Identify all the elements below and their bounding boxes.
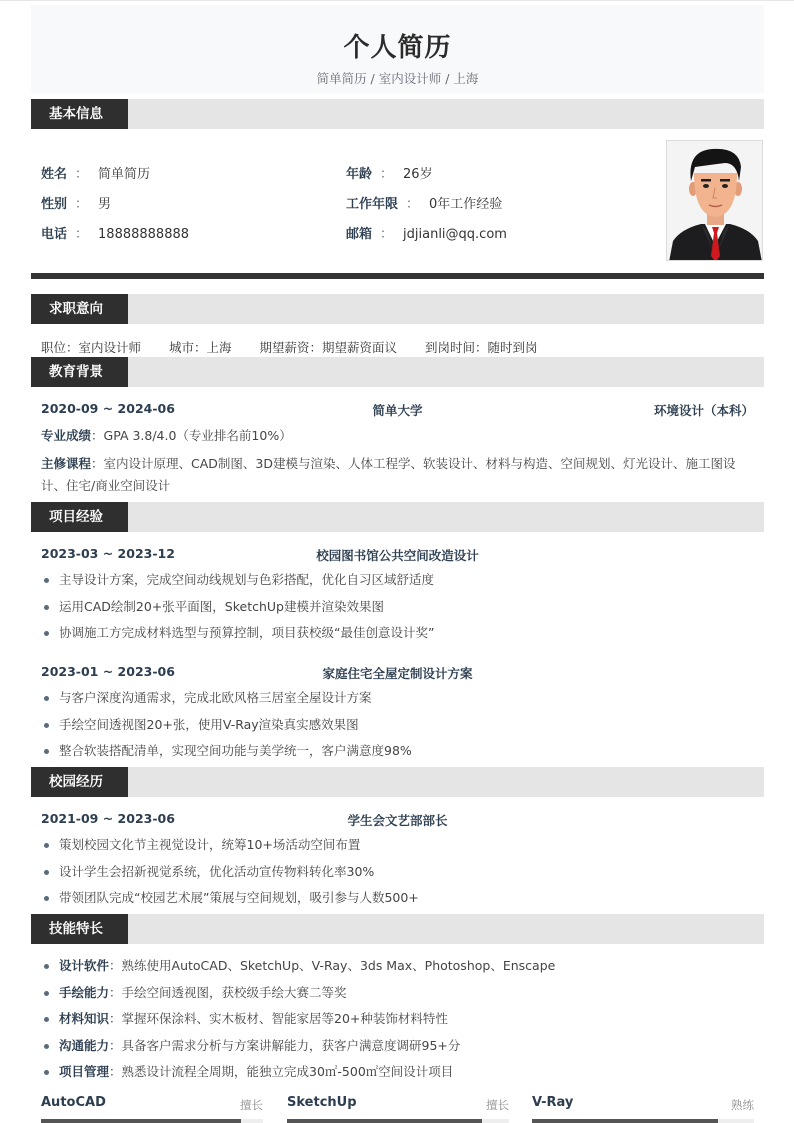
list-item: 项目管理：熟悉设计流程全周期，能独立完成30㎡-500㎡空间设计项目 xyxy=(41,1062,756,1089)
divider xyxy=(31,273,764,279)
list-item: 整合软装搭配清单，实现空间功能与美学统一，客户满意度98% xyxy=(41,741,756,768)
skill-fill xyxy=(532,1119,718,1123)
list-item: 设计软件：熟练使用AutoCAD、SketchUp、V-Ray、3ds Max、Photoshop、Enscape xyxy=(41,956,756,983)
info-value: 0年工作经验 xyxy=(429,197,503,212)
skill-fill xyxy=(287,1119,482,1123)
info-age: 年龄 ： 26岁 xyxy=(346,167,433,182)
portrait-illustration-icon xyxy=(667,141,763,261)
list-item: 策划校园文化节主视觉设计，统筹10+场活动空间布置 xyxy=(41,835,756,862)
info-label: 性别 xyxy=(41,197,68,212)
intent-arrival: 到岗时间：随时到岗 xyxy=(425,340,538,355)
project-bullets xyxy=(41,570,756,650)
skill-track xyxy=(41,1119,263,1123)
info-phone: 电话 ： 18888888888 xyxy=(41,227,190,242)
section-title: 教育背景 xyxy=(31,357,128,387)
section-title: 项目经验 xyxy=(31,502,128,532)
info-gender: 性别 ： 男 xyxy=(41,197,112,212)
section-header-campus xyxy=(31,767,764,797)
skill-level: 擅长 xyxy=(486,1098,509,1112)
page-title: 个人简历 xyxy=(343,33,452,63)
intent-position: 职位：室内设计师 xyxy=(41,340,142,355)
info-label: 电话 xyxy=(41,227,68,242)
education-gpa: 专业成绩：GPA 3.8/4.0（专业排名前10%） xyxy=(41,428,292,443)
campus-bullets xyxy=(41,835,756,915)
skills-list xyxy=(41,956,756,1089)
section-header-education xyxy=(31,357,764,387)
intent-salary: 期望薪资：期望薪资面议 xyxy=(259,340,398,355)
skill-track xyxy=(532,1119,754,1123)
education-period: 2020-09 ~ 2024-06 xyxy=(41,401,175,416)
section-title: 求职意向 xyxy=(31,294,128,324)
section-title: 校园经历 xyxy=(31,767,128,797)
info-value: 26岁 xyxy=(403,167,433,182)
skill-name: SketchUp xyxy=(287,1095,357,1110)
avatar-photo xyxy=(666,140,763,261)
skill-level: 熟练 xyxy=(731,1098,754,1112)
campus-period: 2021-09 ~ 2023-06 xyxy=(41,811,175,826)
list-item: 手绘空间透视图20+张，使用V-Ray渲染真实感效果图 xyxy=(41,715,756,742)
section-header-job-intent xyxy=(31,294,764,324)
project-title: 家庭住宅全屋定制设计方案 xyxy=(322,666,473,681)
list-item: 与客户深度沟通需求，完成北欧风格三居室全屋设计方案 xyxy=(41,688,756,715)
project-row xyxy=(41,546,754,564)
section-header-projects xyxy=(31,502,764,532)
info-name: 姓名 ： 简单简历 xyxy=(41,167,151,182)
info-label: 工作年限 xyxy=(346,197,399,212)
education-school: 简单大学 xyxy=(372,403,423,418)
section-title: 基本信息 xyxy=(31,99,128,129)
page-subtitle: 简单简历 / 室内设计师 / 上海 xyxy=(316,71,479,86)
campus-title: 学生会文艺部部长 xyxy=(347,813,448,828)
info-value: 简单简历 xyxy=(98,167,151,182)
skill-name: V-Ray xyxy=(532,1095,574,1110)
project-period: 2023-01 ~ 2023-06 xyxy=(41,664,175,679)
info-value: 18888888888 xyxy=(98,227,190,242)
education-courses: 主修课程：室内设计原理、CAD制图、3D建模与渲染、人体工程学、软装设计、材料与构造、空间规划、灯光设计、施工图设计、住宅/商业空间设计 xyxy=(41,456,736,493)
list-item: 设计学生会招新视觉系统，优化活动宣传物料转化率30% xyxy=(41,862,756,889)
list-item: 带领团队完成“校园艺术展”策展与空间规划，吸引参与人数500+ xyxy=(41,888,756,915)
intent-city: 城市：上海 xyxy=(169,340,232,355)
list-item: 沟通能力：具备客户需求分析与方案讲解能力，获客户满意度调研95+分 xyxy=(41,1036,756,1063)
list-item: 运用CAD绘制20+张平面图，SketchUp建模并渲染效果图 xyxy=(41,597,756,624)
skill-track xyxy=(287,1119,509,1123)
project-title: 校园图书馆公共空间改造设计 xyxy=(316,548,479,563)
campus-row xyxy=(41,811,754,829)
project-bullets xyxy=(41,688,756,768)
job-intent-row xyxy=(41,338,566,356)
section-header-basic-info xyxy=(31,99,764,129)
list-item: 协调施工方完成材料选型与预算控制，项目获校级“最佳创意设计奖” xyxy=(41,623,756,650)
info-label: 姓名 xyxy=(41,167,68,182)
project-period: 2023-03 ~ 2023-12 xyxy=(41,546,175,561)
info-email: 邮箱 ： jdjianli@qq.com xyxy=(346,227,507,242)
info-label: 邮箱 xyxy=(346,227,373,242)
education-row xyxy=(41,401,754,419)
section-header-skills xyxy=(31,914,764,944)
project-row xyxy=(41,664,754,682)
info-label: 年龄 xyxy=(346,167,373,182)
info-value: jdjianli@qq.com xyxy=(403,227,507,242)
skill-name: AutoCAD xyxy=(41,1095,106,1110)
skill-level: 擅长 xyxy=(240,1098,263,1112)
list-item: 主导设计方案，完成空间动线规划与色彩搭配，优化自习区域舒适度 xyxy=(41,570,756,597)
list-item: 手绘能力：手绘空间透视图，获校级手绘大赛二等奖 xyxy=(41,983,756,1010)
info-work-years: 工作年限 ： 0年工作经验 xyxy=(346,197,503,212)
list-item: 材料知识：掌握环保涂料、实木板材、智能家居等20+种装饰材料特性 xyxy=(41,1009,756,1036)
info-value: 男 xyxy=(98,197,112,212)
resume-header xyxy=(31,5,764,93)
section-title: 技能特长 xyxy=(31,914,128,944)
skill-fill xyxy=(41,1119,241,1123)
education-major: 环境设计（本科） xyxy=(653,403,754,418)
